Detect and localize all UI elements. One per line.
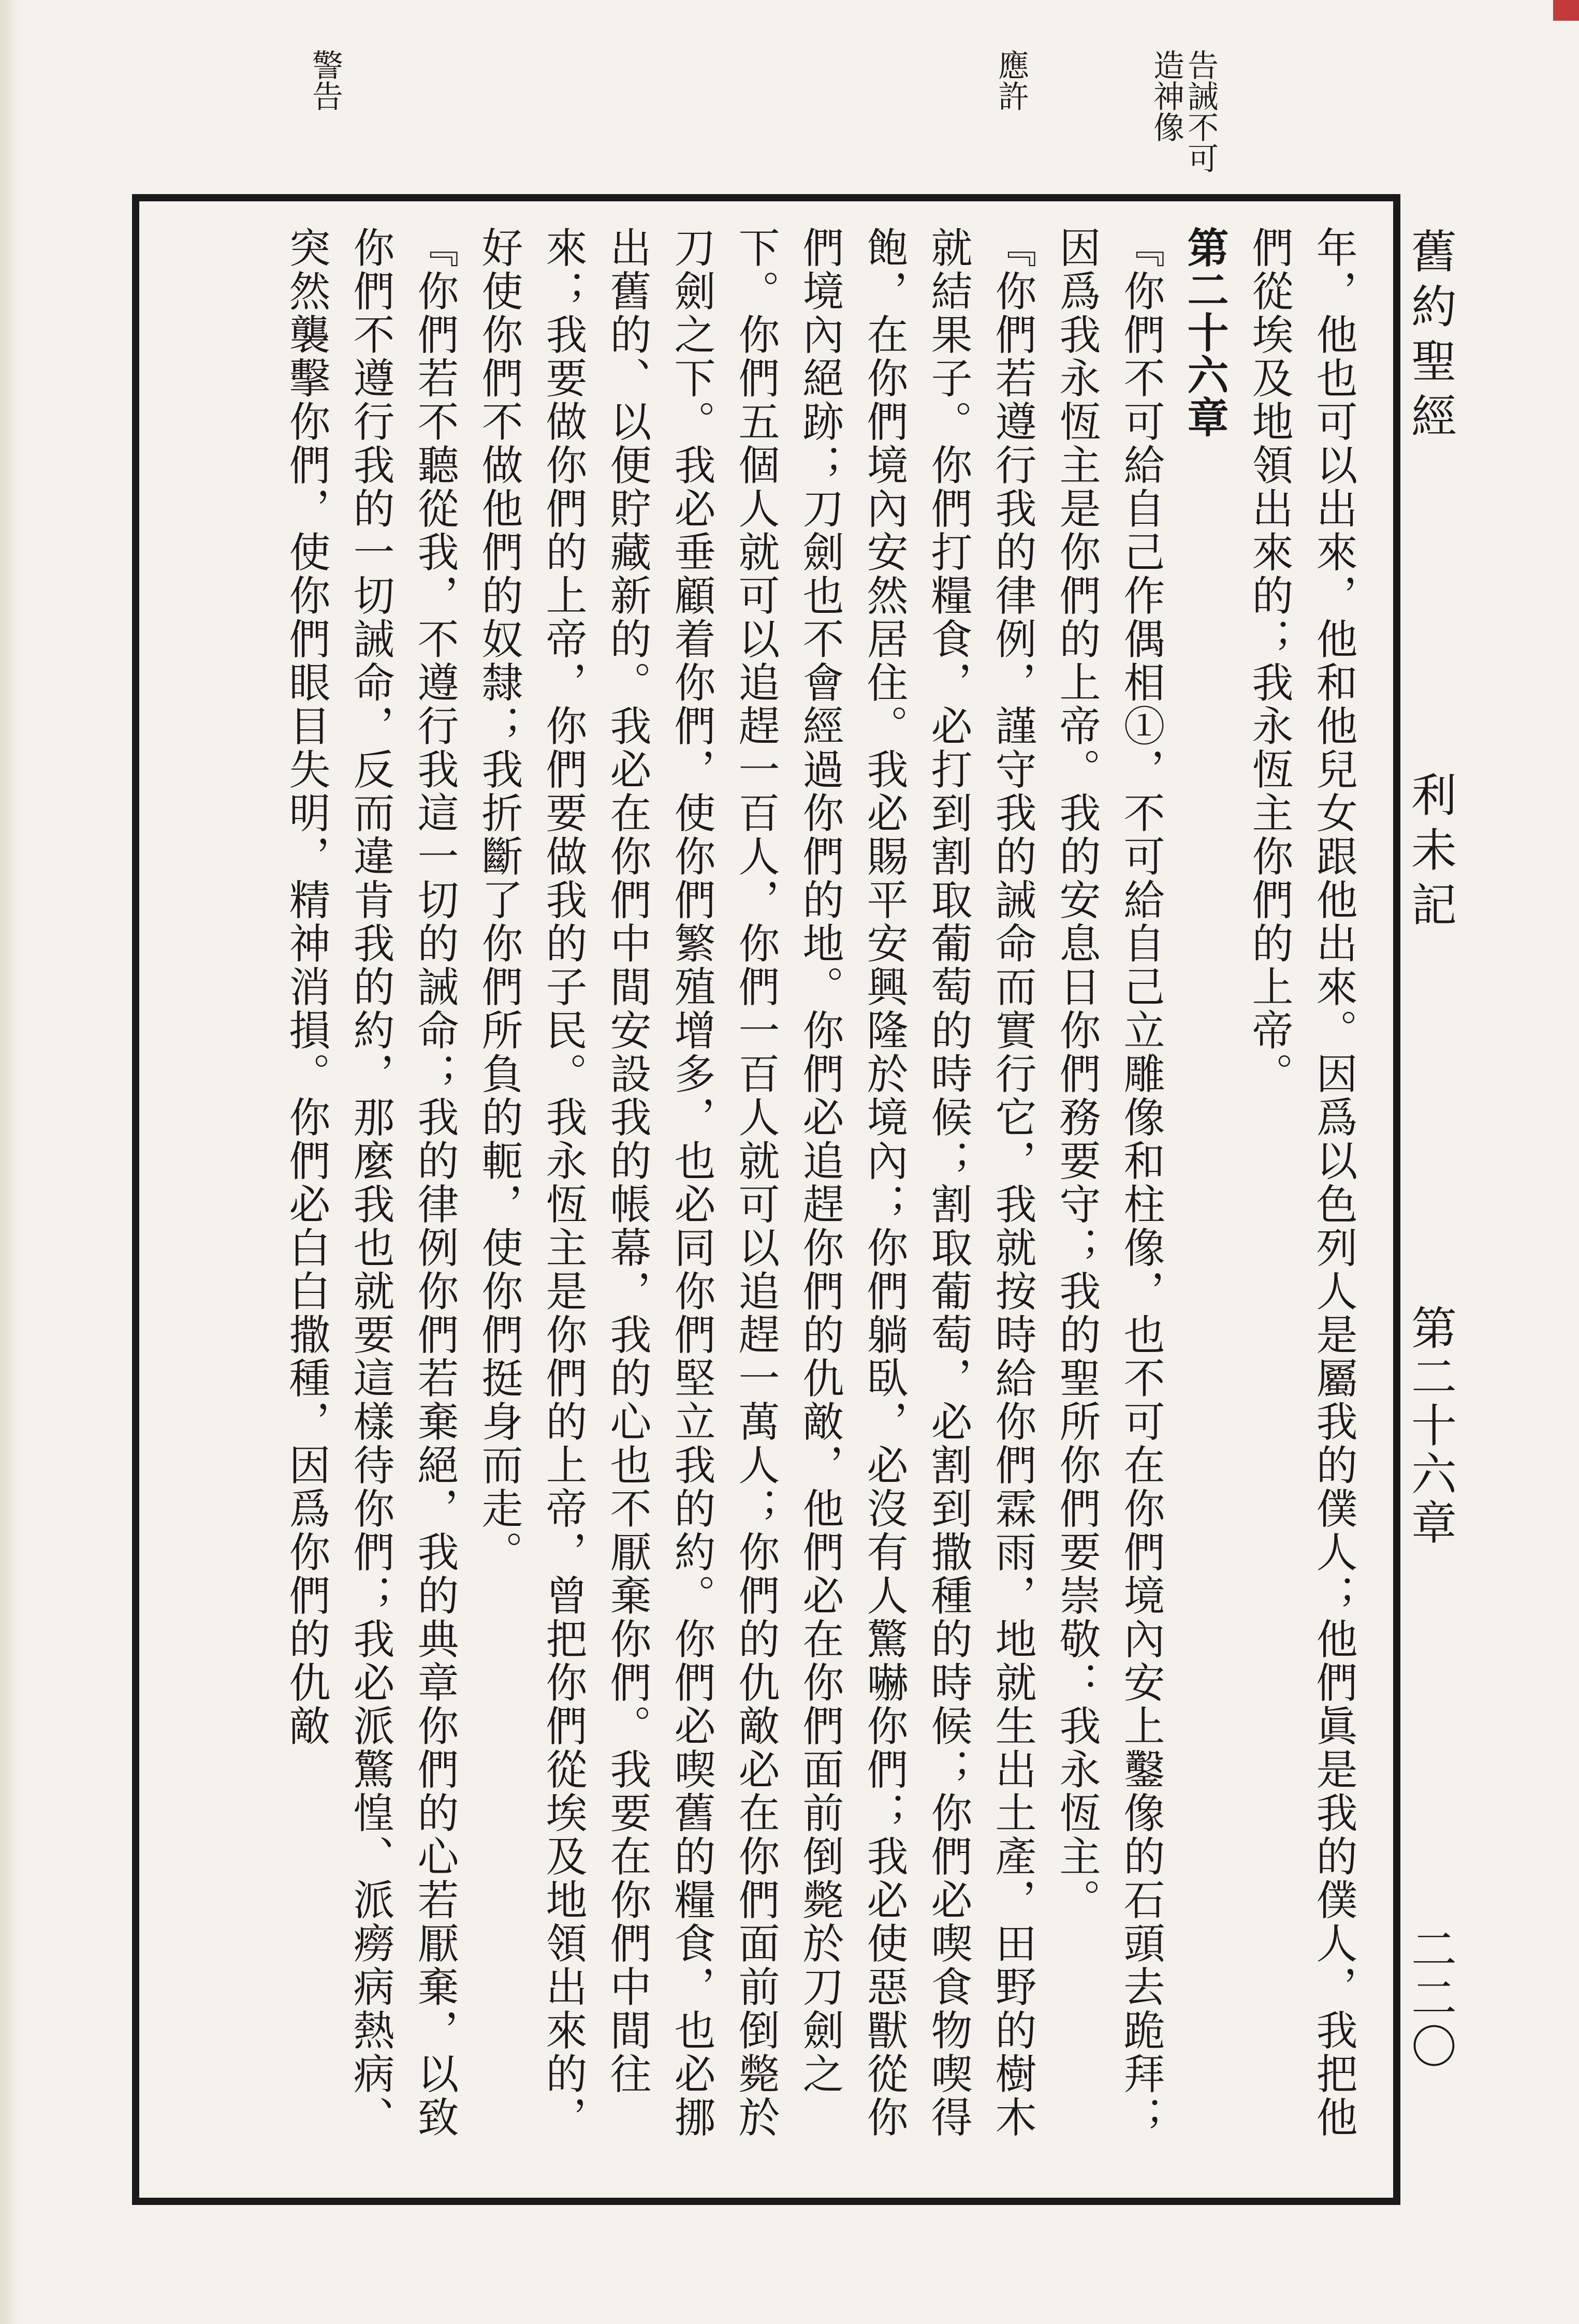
- page-number: 二二〇: [1404, 1925, 1457, 2071]
- paragraph-continuation: 年，他也可以出來，他和他兒女跟他出來。因爲以色列人是屬我的僕人；他們眞是我的僕人，我把他們從埃及地領出來的；我永恆主你們的上帝。: [1245, 226, 1357, 2139]
- paragraph-warnings: 『你們若不聽從我，不遵行我這一切的誡命；我的律例你們若棄絕，我的典章你們的心若厭棄，以致你們不遵行我的一切誡命，反而違肯我的約，那麼我也就要這樣待你們；我必派驚惶、派癆病熱病、突然襲擊你們，使你們眼目失明，精神消損。你們必白白撒種，因爲你們的仇敵: [282, 226, 459, 2139]
- margin-note-idols: 告誡不可 造神像: [1148, 49, 1219, 173]
- volume-title: 利未記: [1404, 771, 1457, 936]
- paragraph-blessings: 『你們若遵行我的律例，謹守我的誡命而實行它，我就按時給你們霖雨，地就生出土產，田野的樹木就結果子。你們打糧食，必打到割取葡萄的時候；割取葡萄，必割到撒種的時候；你們必喫食物喫得飽，在你們境內安然居住。我必賜平安興隆於境內；你們躺臥，必沒有人驚嚇你們；我必使惡獸從你們境內絕跡；刀劍也不會經過你們的地。你們必追趕你們的仇敵，他們必在你們面前倒斃於刀劍之下。你們五個人就可以追趕一百人，你們一百人就可以追趕一萬人；你們的仇敵必在你們面前倒斃於刀劍之下。我必垂顧着你們，使你們繁殖增多，也必同你們堅立我的約。你們必喫舊的糧食，也必挪出舊的、以便貯藏新的。我必在你們中間安設我的帳幕，我的心也不厭棄你們。我要在你們中間往來；我要做你們的上帝，你們要做我的子民。我永恆主是你們的上帝，曾把你們從埃及地領出來的，好使你們不做他們的奴隸；我折斷了你們所負的軛，使你們挺身而走。: [475, 226, 1036, 2139]
- book-title: 舊約聖經: [1404, 228, 1457, 447]
- page-edge: [0, 0, 21, 2324]
- chapter-title: 第二十六章: [1404, 1304, 1457, 1548]
- corner-mark: [1553, 0, 1579, 21]
- paragraph-idols: 『你們不可給自己作偶相①，不可給自己立雕像和柱像，也不可在你們境內安上鑿像的石頭去跪拜；因爲我永恆主是你們的上帝。我的安息日你們務要守；我的聖所你們要崇敬：我永恆主。: [1052, 226, 1165, 2139]
- body-text: [139, 201, 1393, 2198]
- text-frame: [132, 194, 1400, 2205]
- margin-note-promise: 應許: [993, 49, 1029, 111]
- margin-note-warning: 警告: [307, 49, 343, 111]
- chapter-heading: 第二十六章: [1180, 226, 1229, 438]
